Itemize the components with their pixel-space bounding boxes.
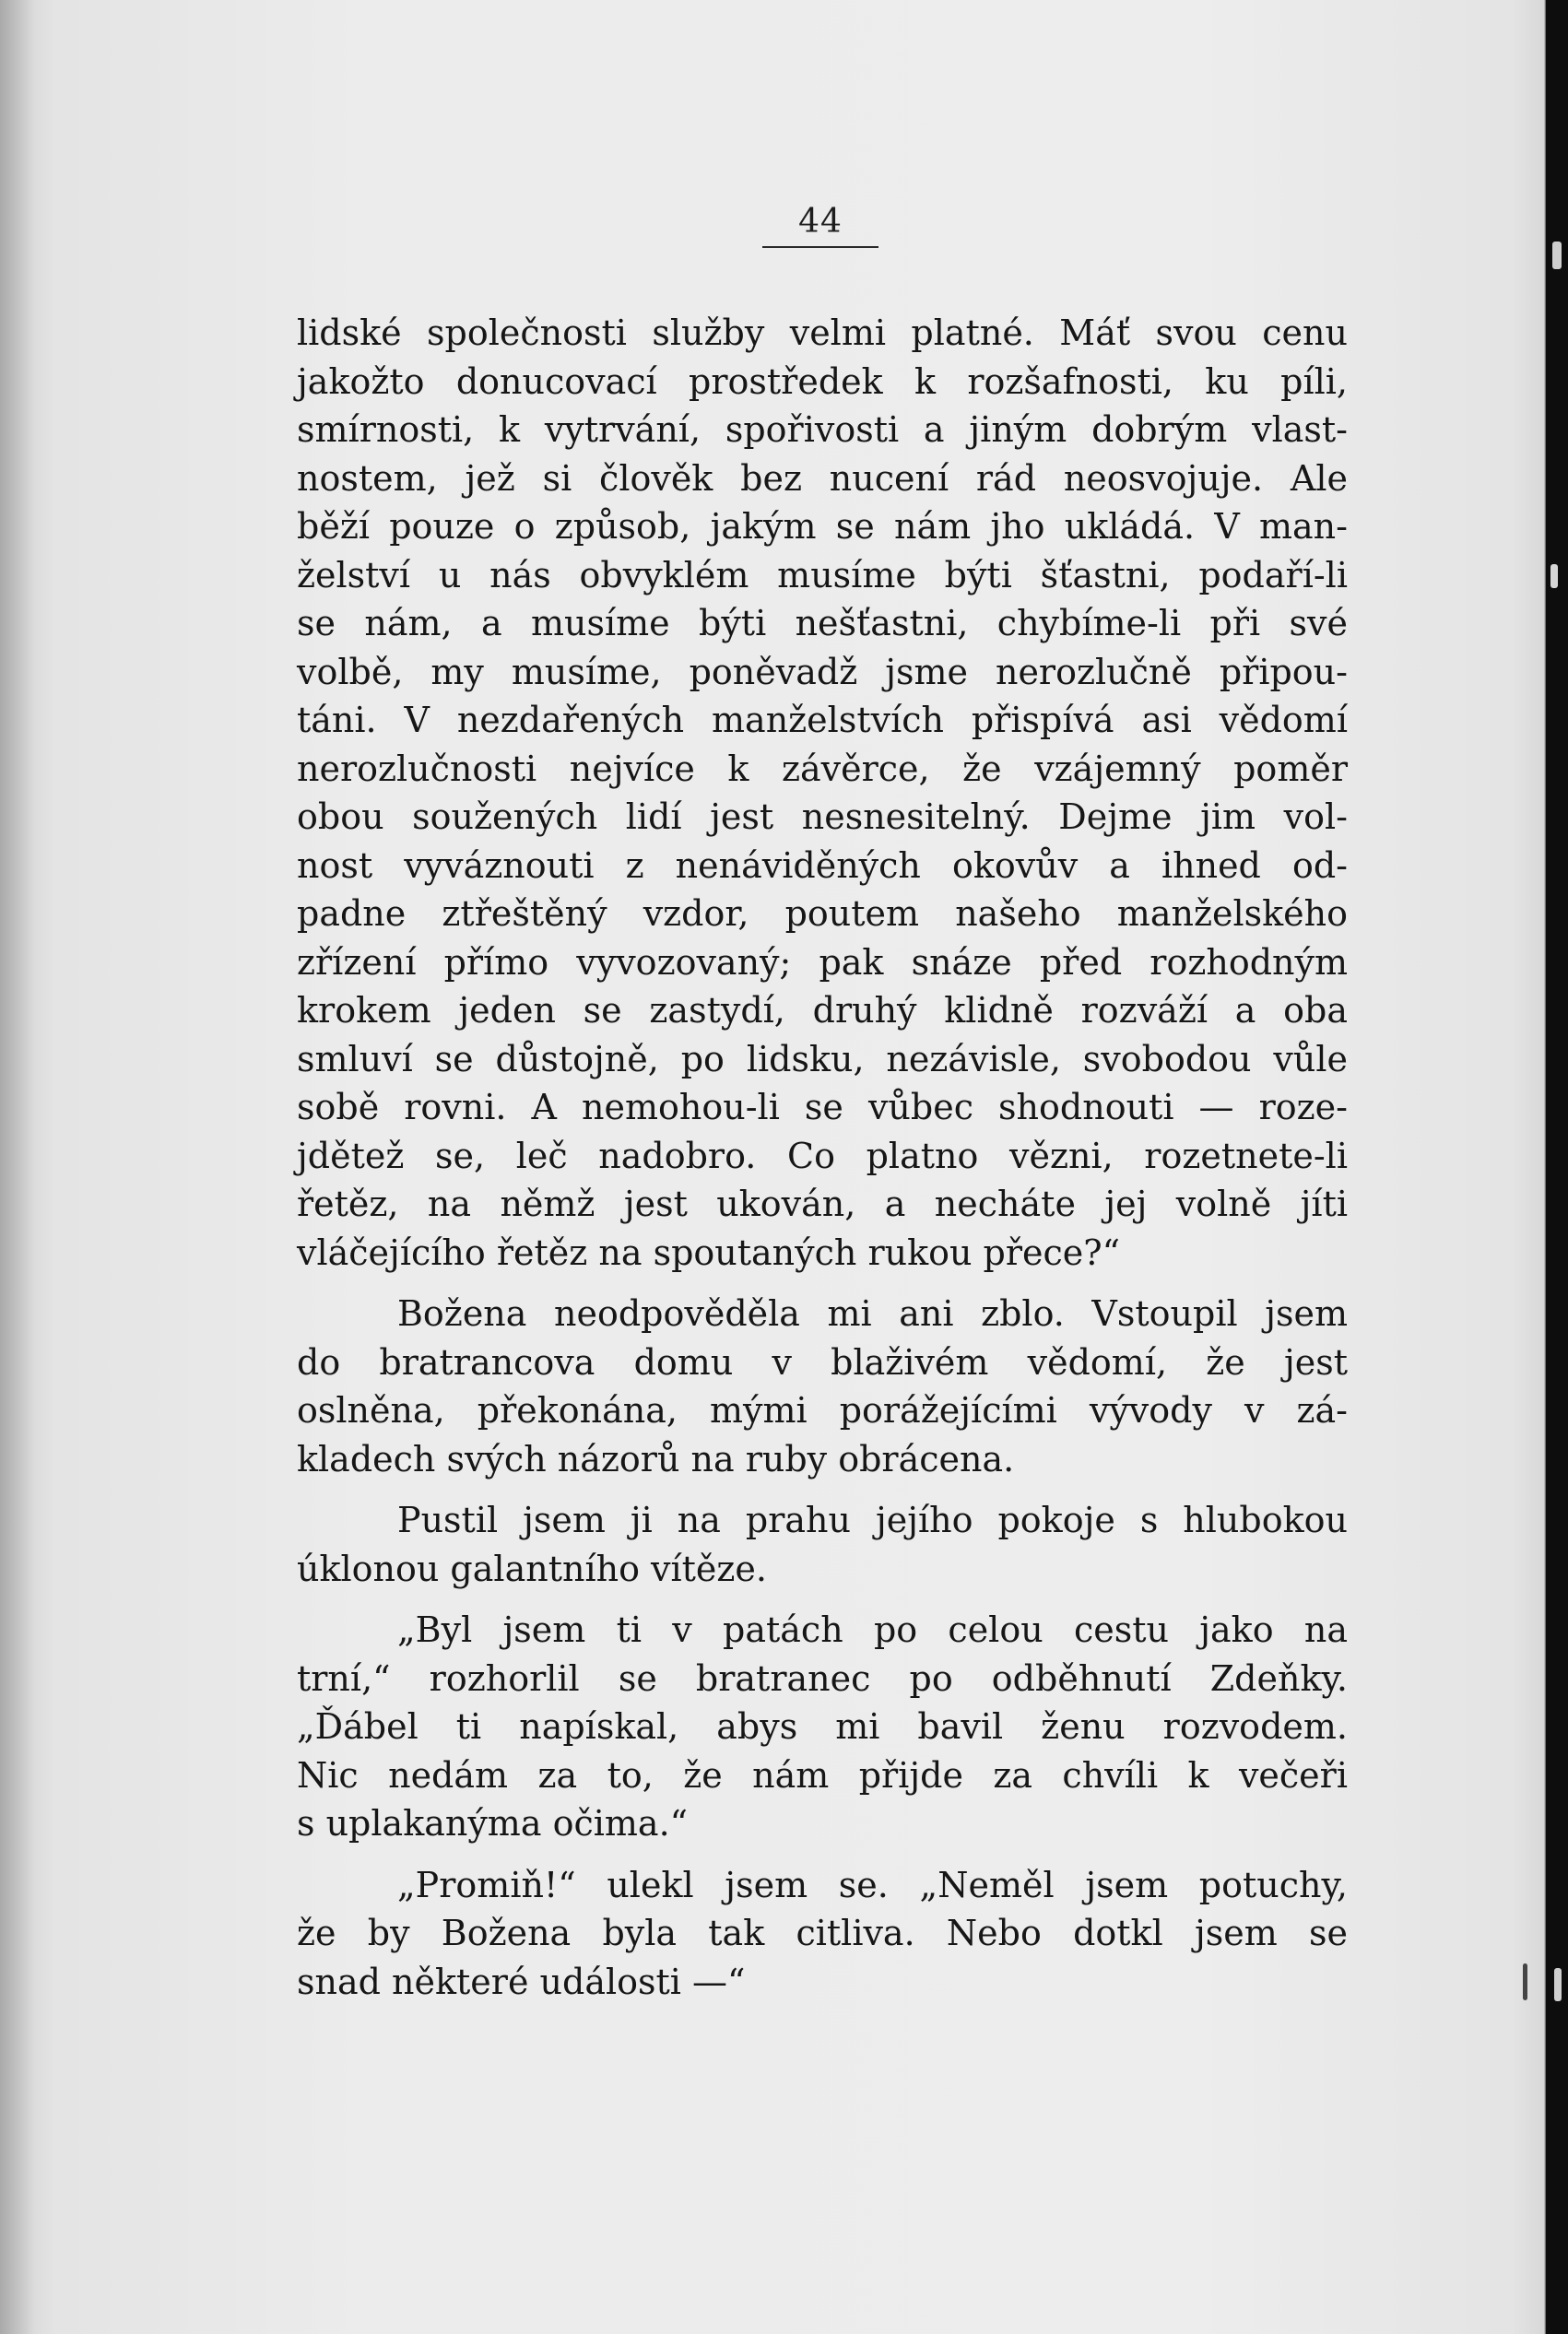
text-line: kladech svých názorů na ruby obrácena. — [297, 1438, 1015, 1479]
text-line: jdětež se, leč nadobro. Co platno vězni, rozetnete-li — [297, 1135, 1348, 1176]
page-number-block — [756, 203, 885, 248]
paragraph-gap — [297, 1483, 1348, 1496]
page-number-rule — [762, 246, 878, 248]
text-line: trní,“ rozhorlil se bratranec po odběhnutí Zdeňky. — [297, 1657, 1348, 1699]
text-line: sobě rovni. A nemohou-li se vůbec shodnouti — roze- — [297, 1087, 1348, 1127]
text-line: nost vyváznouti z nenáviděných okovův a ihned od- — [297, 844, 1348, 886]
text-line: řetěz, na němž jest ukován, a necháte jej volně jíti — [297, 1184, 1348, 1224]
text-line: nostem, jež si člověk bez nucení rád neosvojuje. Ale — [297, 457, 1348, 499]
text-line: táni. V nezdařených manželstvích přispívá asi vědomí — [297, 700, 1348, 740]
paragraph-gap — [297, 1593, 1348, 1606]
text-line: běží pouze o způsob, jakým se nám jho ukládá. V man- — [297, 506, 1348, 547]
text-line: „Byl jsem ti v patách po celou cestu jako na — [397, 1609, 1348, 1650]
paragraph — [297, 1290, 1348, 1483]
text-line: smírnosti, k vytrvání, spořivosti a jiným dobrým vlast- — [297, 409, 1348, 450]
binding-shadow — [0, 0, 35, 2334]
text-line: padne ztřeštěný vzdor, poutem našeho manželského — [297, 893, 1348, 934]
scan-speck — [1552, 242, 1562, 269]
paragraph — [297, 1861, 1348, 2007]
body-text — [297, 309, 1348, 2006]
paragraph-gap — [297, 1848, 1348, 1861]
text-line: že by Božena byla tak citliva. Nebo dotkl jsem se — [297, 1913, 1348, 1953]
text-line: jakožto donucovací prostředek k rozšafnosti, ku píli, — [297, 360, 1348, 402]
text-line: smluví se důstojně, po lidsku, nezávisle, svobodou vůle — [297, 1038, 1348, 1079]
text-line: obou soužených lidí jest nesnesitelný. Dejme jim vol- — [297, 796, 1348, 837]
paragraph — [297, 1606, 1348, 1848]
text-line: nerozlučnosti nejvíce k závěrce, že vzájemný poměr — [297, 748, 1348, 789]
text-line: „Promiň!“ ulekl jsem se. „Neměl jsem potuchy, — [397, 1864, 1348, 1905]
paragraph — [297, 1496, 1348, 1593]
text-line: „Ďábel ti napískal, abys mi bavil ženu rozvodem. — [297, 1706, 1348, 1747]
text-line: Nic nedám za to, že nám přijde za chvíli k večeři — [297, 1754, 1348, 1796]
text-line: zřízení přímo vyvozovaný; pak snáze před rozhodným — [297, 941, 1348, 983]
text-line: oslněna, překonána, mými porážejícími vývody v zá- — [297, 1390, 1348, 1431]
page-number: 44 — [798, 203, 843, 241]
scan-speck — [1550, 564, 1558, 588]
text-line: úklonou galantního vítěze. — [297, 1548, 767, 1589]
text-line: Pustil jsem ji na prahu jejího pokoje s hlubokou — [397, 1500, 1348, 1540]
text-line: do bratrancova domu v blaživém vědomí, že jest — [297, 1341, 1348, 1383]
text-line: Božena neodpověděla mi ani zblo. Vstoupil jsem — [397, 1293, 1348, 1334]
paragraph-gap — [297, 1277, 1348, 1290]
text-line: lidské společnosti služby velmi platné. Máť svou cenu — [297, 312, 1348, 353]
text-line: krokem jeden se zastydí, druhý klidně rozváží a oba — [297, 990, 1348, 1031]
text-line: se nám, a musíme býti nešťastni, chybíme-li při své — [297, 603, 1348, 643]
text-line: želství u nás obvyklém musíme býti šťastni, podaří-li — [297, 554, 1348, 595]
scan-speck — [1554, 1968, 1562, 2001]
paragraph — [297, 309, 1348, 1277]
text-line: vláčejícího řetěz na spoutaných rukou přece?“ — [297, 1232, 1121, 1273]
text-line: snad některé události —“ — [297, 1961, 746, 2002]
scan-speck — [1523, 1963, 1527, 2000]
text-line: volbě, my musíme, poněvadž jsme nerozlučně připou- — [297, 651, 1348, 692]
text-line: s uplakanýma očima.“ — [297, 1803, 689, 1844]
